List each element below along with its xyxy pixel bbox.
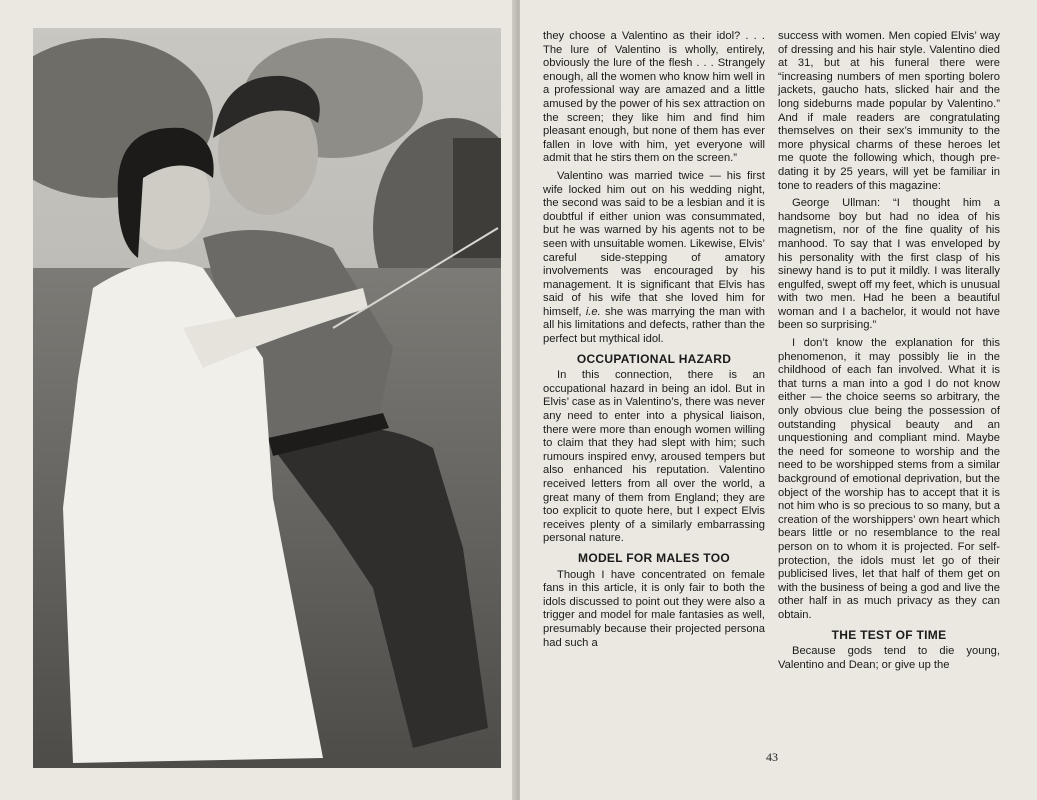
page-number: 43: [766, 750, 778, 764]
section-heading: THE TEST OF TIME: [831, 627, 947, 642]
paragraph-text: Valentino was married twice — his first wife locked him out on his wedding night, the second was said to be a lesbian and it is doubtful if either union was consummated, but he was warned by his agents not to be seen with unsuitable women. Likewise, Elvis’ careful side-stepping of amatory involvements was encouraged by his management. It is significant that Elvis has said of his wife that she loved him for himself,: [543, 169, 765, 318]
paragraph-italic: i.e.: [585, 305, 601, 318]
paragraph-text: she was marrying the man with all his limitations and defects, rather than the perfect but mythical idol.: [543, 305, 765, 346]
paragraph: George Ullman: “I thought him a handsome boy but had no idea of his magnetism, nor of the fine quality of his manhood. To say that I was enveloped by his personality with the first clasp of his sinewy hand is to put it mildly. I was literally engulfed, swept off my feet, which is unusual with two men. Had he been a beautiful woman and I a bachelor, it would not have been so surprising.”: [778, 197, 1000, 332]
text-column-2: [778, 30, 1000, 676]
left-page: [0, 0, 516, 800]
paragraph: Because gods tend to die young, Valentino and Dean; or give up the: [778, 645, 1000, 671]
paragraph: Though I have concentrated on female fans in this article, it is only fair to both the idols discussed to point out they were also a trigger and model for male fantasies as well, presumably because their projected persona had such a: [543, 568, 765, 649]
paragraph: [543, 170, 765, 347]
photograph-couple: [33, 28, 501, 768]
paragraph: In this connection, there is an occupational hazard in being an idol. But in Elvis’ case as in Valentino’s, there was never any need to enter into a physical liaison, there were more than enough women willing to claim that they had slept with him; such rumours inspired envy, aroused tempers but also enhanced his reputation. Valentino received letters from all over the world, a great many of them from England; they are too explicit to quote here, but I expect Elvis receives plenty of a similarly embarrassing personal nature.: [543, 369, 765, 545]
paragraph: success with women. Men copied Elvis’ way of dressing and his hair style. Valentino died at 31, but at his funeral there were “increasing numbers of men sporting bolero jackets, gaucho hats, slicked hair and the long sideburns made popular by Valentino.” And if male readers are congratulating themselves on their sex’s immunity to the more physical charms of these heroes let me quote the following which, though pre-dating it by 25 years, will yet be familiar in tone to readers of this magazine:: [778, 30, 1000, 192]
paragraph: I don’t know the explanation for this phenomenon, it may possibly lie in the childhood of each fan involved. What it is that turns a man into a god I do not know either — the choice seems so arbitrary, the only obvious clue being the possession of outstanding physical beauty and an unquestioning and compliant mind. Maybe the need for someone to worship and the need to be worshipped stems from a similar background of emotional deprivation, but the object of the worship has to accept that it is not him who is so precious to so many, but a creation of the worshippers’ own heart which bears little or no resemblance to the real person on to whom it is projected. For self-protection, the idols must let go of their publicised lives, let that half of them get on with the business of being a god and live the other half in as much privacy as they can obtain.: [778, 337, 1000, 621]
section-heading: OCCUPATIONAL HAZARD: [576, 351, 732, 366]
paragraph: they choose a Valentino as their idol? . . . The lure of Valentino is wholly, entirely, obviously the lure of the flesh . . . Strangely enough, all the women who know him well in a professional way are amazed and a little amused by the power of his sex attraction on the screen; they like him and find him pleasant enough, but none of them has ever fallen in love with him, yet everyone will admit that he stirs them on the screen.”: [543, 30, 766, 165]
section-heading: MODEL FOR MALES TOO: [578, 550, 730, 565]
text-column-1: [543, 30, 765, 654]
photo-illustration: [33, 28, 501, 768]
